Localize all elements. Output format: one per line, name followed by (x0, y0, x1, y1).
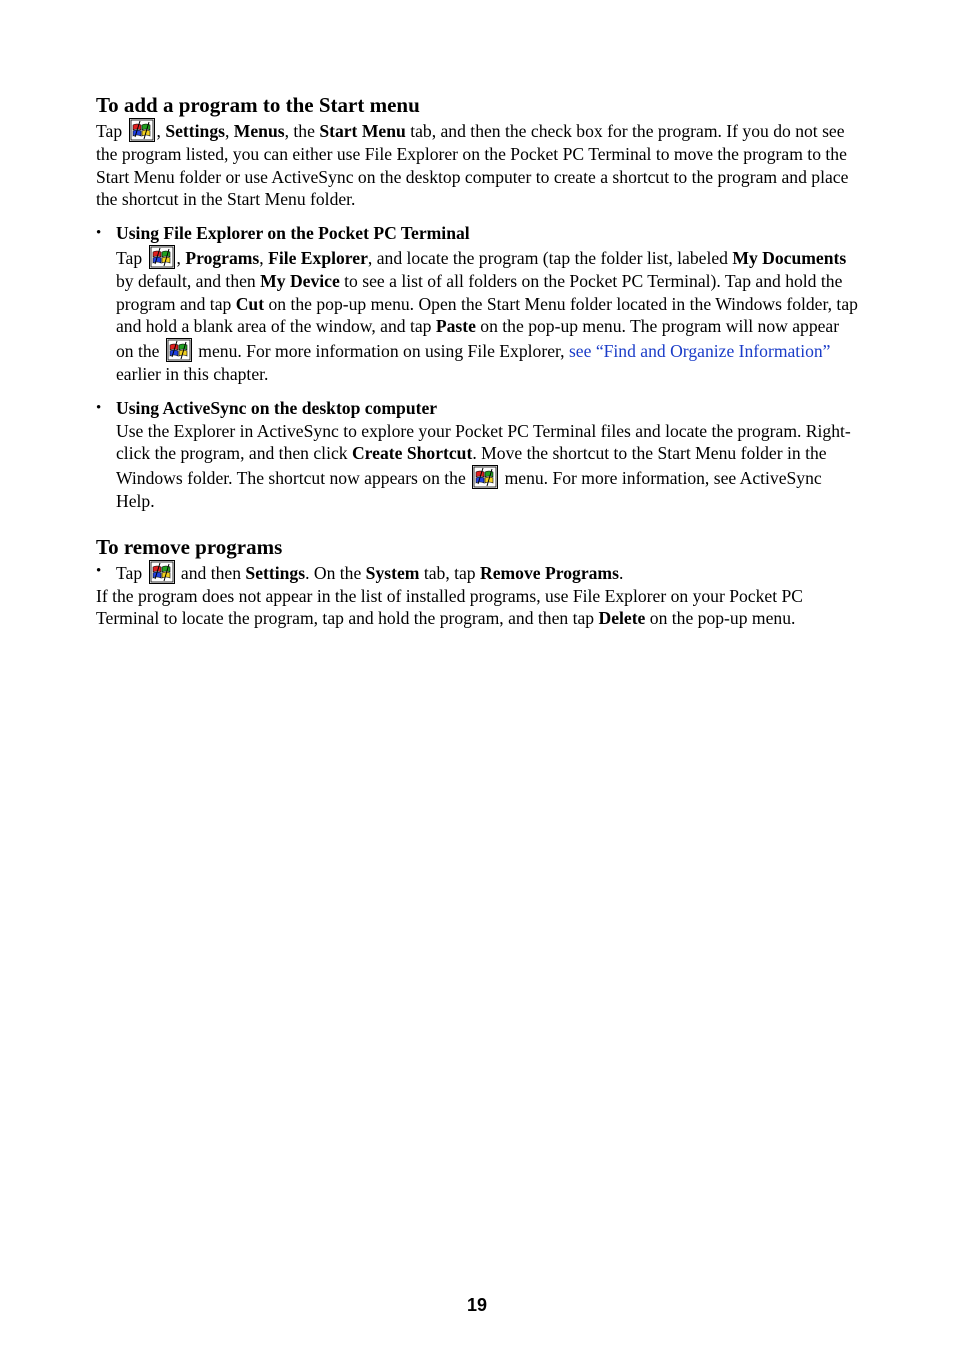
page-content (96, 92, 861, 630)
section-title-remove-programs: To remove programs (96, 534, 283, 559)
item-title: Using ActiveSync on the desktop computer (116, 397, 438, 418)
windows-start-icon (149, 245, 175, 269)
bullet: • (96, 399, 102, 416)
windows-start-icon (149, 560, 175, 584)
windows-start-icon (472, 465, 498, 489)
windows-start-icon (129, 118, 155, 142)
list-item-activesync: • Using ActiveSync on the desktop computer Use the Explorer in ActiveSync to explore your Pocket PC Terminal files and locate the program. Right-click the program, and then click Create Shortcut. Move the shortcut to the Start Menu folder in the Windows folder. The shortcut now appears on the menu. For more information, see ActiveSync Help. (96, 397, 861, 513)
item-title: Using File Explorer on the Pocket PC Terminal (116, 223, 470, 244)
page-number: 19 (466, 1295, 488, 1315)
remove-list (96, 560, 861, 585)
list-item-remove: • Tap and then Settings. On the System tab, tap Remove Programs. (96, 560, 861, 585)
windows-start-icon (166, 338, 192, 362)
list-item-file-explorer: • Using File Explorer on the Pocket PC Terminal Tap , Programs, File Explorer, and locate the program (tap the folder list, labeled My Documents by default, and then My Device to see a list of all folders on the Pocket PC Terminal). Tap and hold the program and tap Cut on the pop-up menu. Open the Start Menu folder located in the Windows folder, tap and hold a blank area of the window, and tap Paste on the pop-up menu. The program will now appear on the menu. For more information on using File Explorer, see “Find and Organize Information” earlier in this chapter. (96, 222, 861, 386)
method-list (96, 222, 861, 513)
bullet: • (96, 562, 102, 579)
remove-programs-paragraph: If the program does not appear in the list of installed programs, use File Explorer on your Pocket PC Terminal to locate the program, tap and hold the program, and then tap Delete on the pop-up menu. (96, 585, 804, 629)
find-and-organize-link[interactable]: see “Find and Organize Information” (568, 341, 831, 362)
add-program-intro: Tap , Settings, Menus, the Start Menu tab, and then the check box for the program. If you do not see the program listed, you can either use File Explorer on the Pocket PC Terminal to move the program to the Start Menu folder or use ActiveSync on the desktop computer to create a shortcut to the program and place the shortcut in the Start Menu folder. (96, 118, 861, 211)
section-title-add-program: To add a program to the Start menu (96, 93, 420, 117)
bullet: • (96, 225, 102, 242)
